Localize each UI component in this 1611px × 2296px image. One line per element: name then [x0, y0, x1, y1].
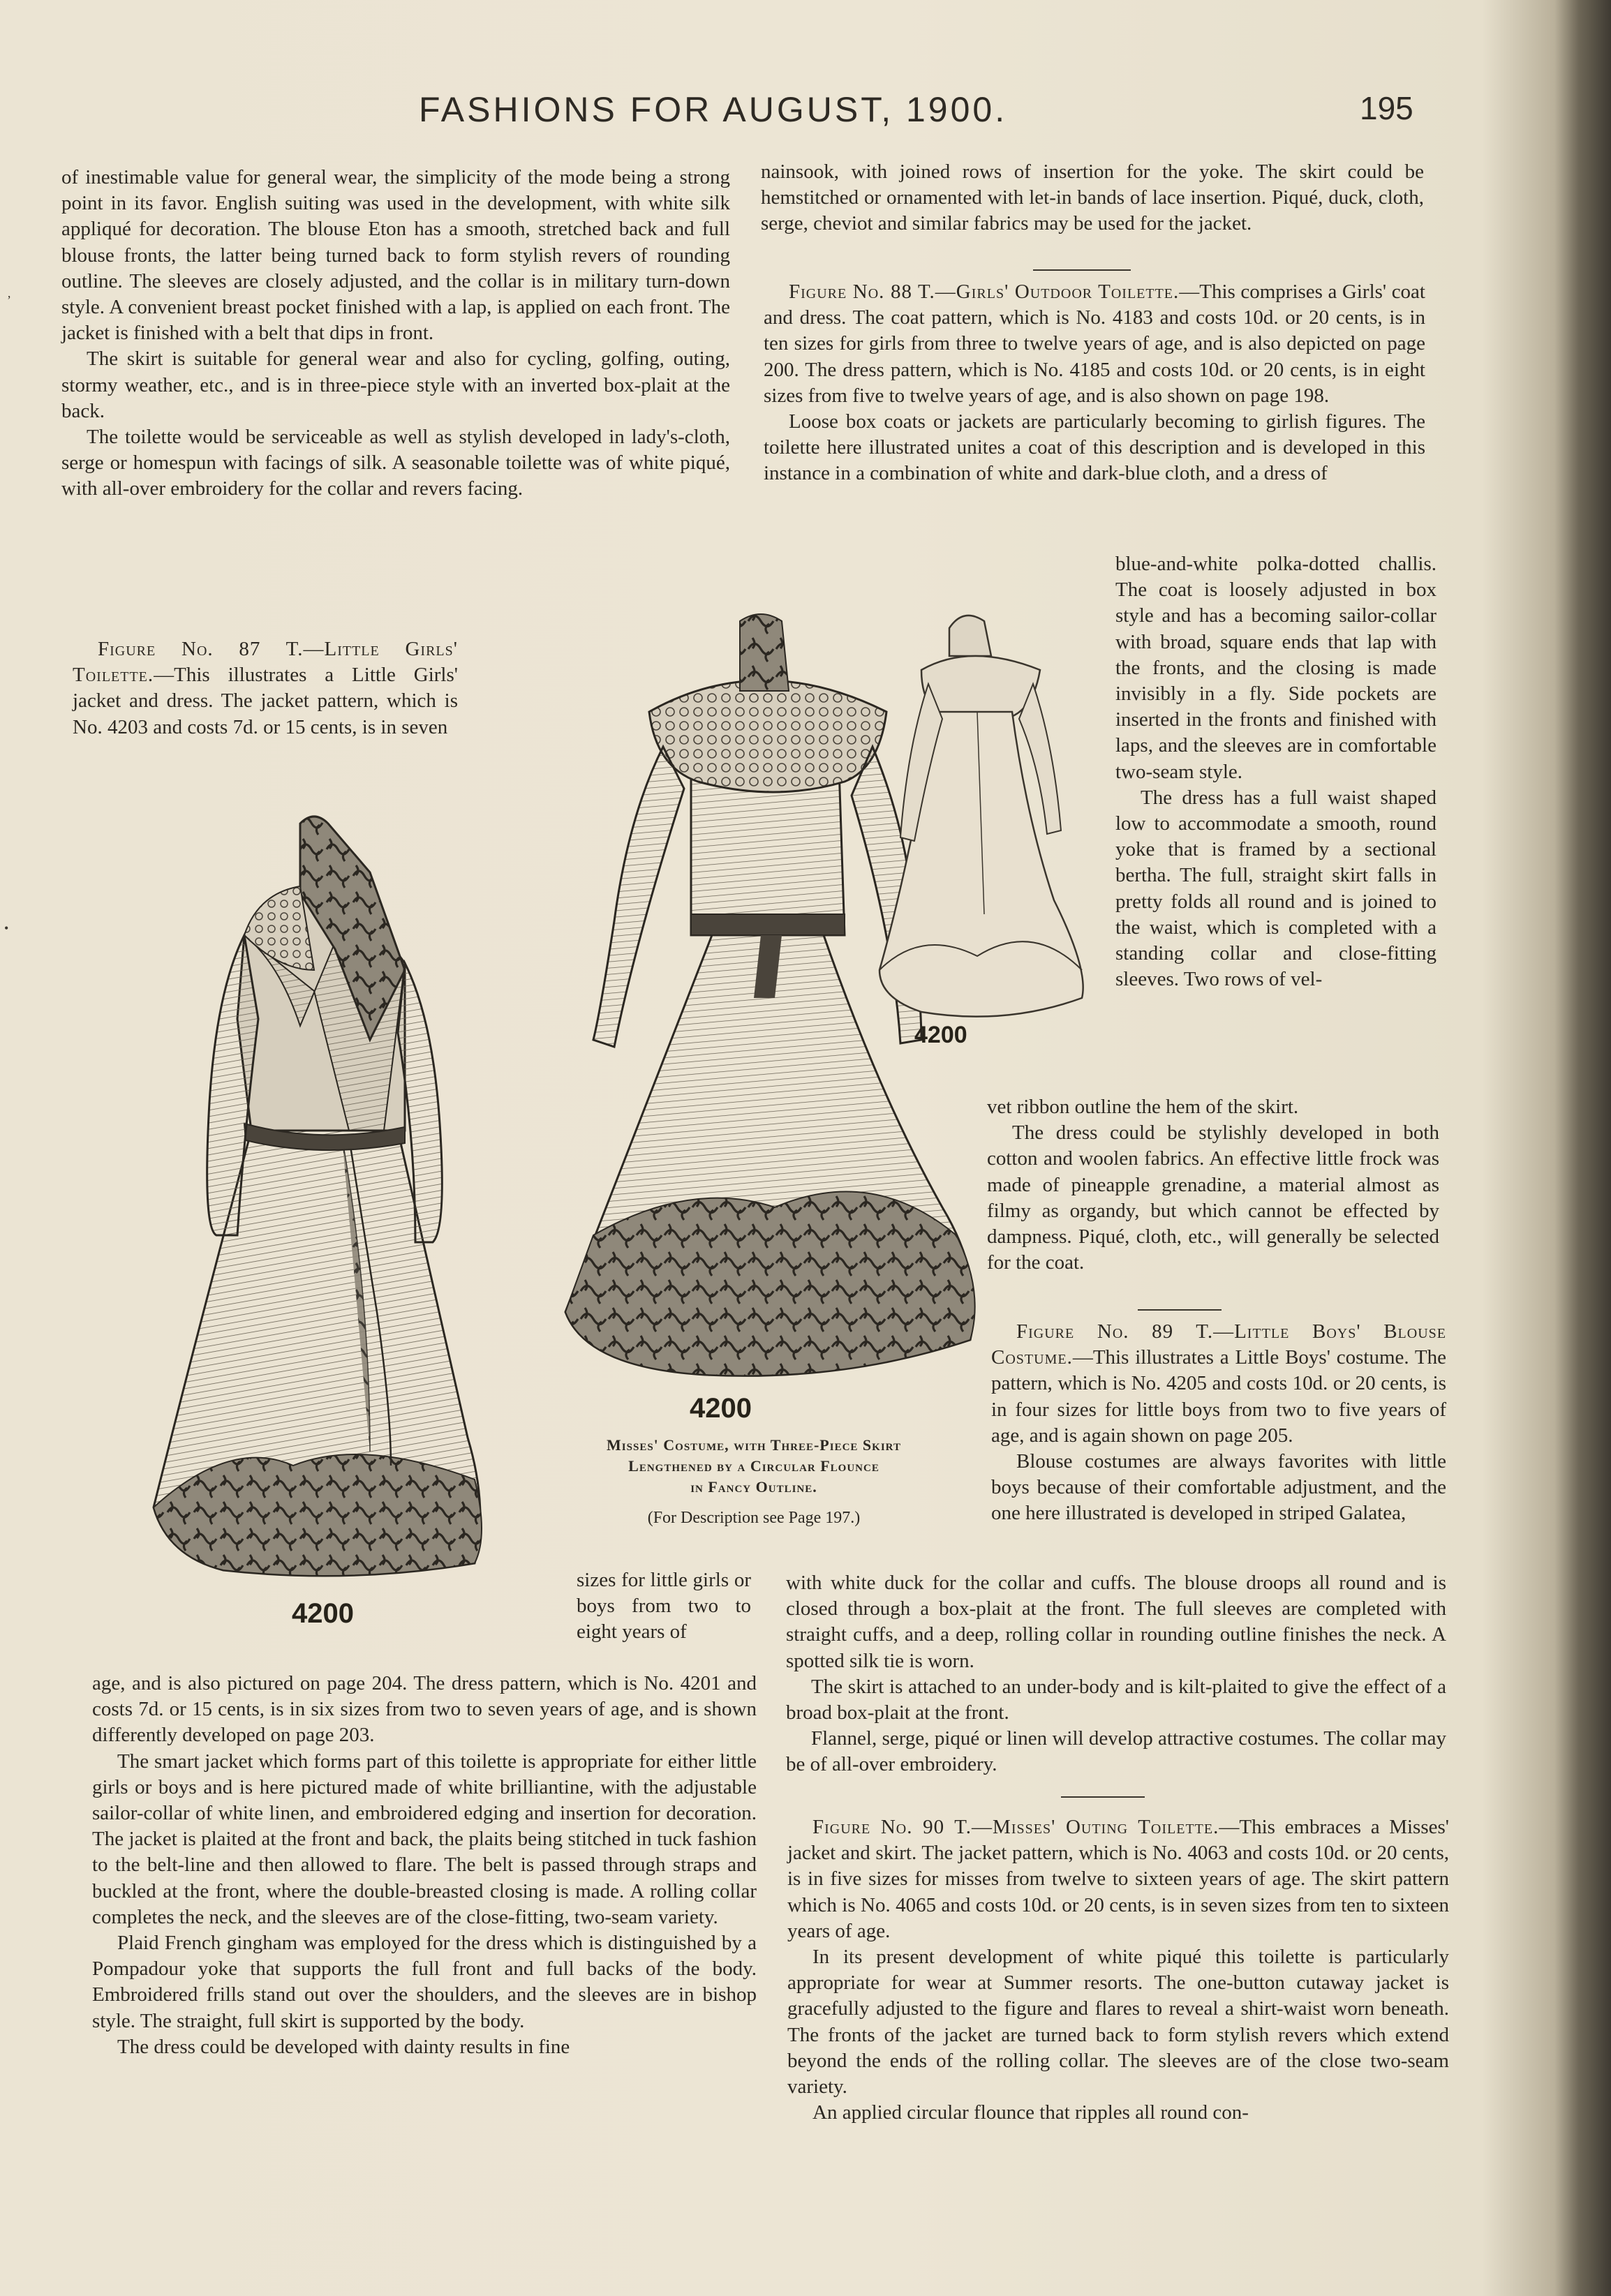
paragraph: The dress has a full waist shaped low to accommodate a smooth, round yoke that is framed by a sectional bertha. The full, straight skirt falls in pretty folds all round and is joined to the waist, which is completed with a standing collar and close-fitting sleeves. Two rows of vel-	[1115, 786, 1436, 991]
left-intro-text	[61, 165, 730, 502]
left-dress-illustration	[140, 810, 503, 1591]
figure87-label: Figure No. 87 T.—Little Girls' Toilette.	[73, 638, 458, 687]
figure87-continued-text	[92, 1671, 757, 2060]
figure87-text: —This illustrates a Little Girls' jacket and dress. The jacket pattern, which is No. 4203 and costs 7d. or 15 cents, is in seven	[73, 664, 458, 738]
figure88-wrap-text	[1115, 551, 1436, 992]
paragraph: nainsook, with joined rows of insertion for the yoke. The skirt could be hemstitched or ornamented with let-in bands of lace insertion. Piqué, duck, cloth, serge, cheviot and similar fabrics may be used for the jacket.	[761, 161, 1424, 235]
figure88-label: Figure No. 88 T.—Girls' Outdoor Toilette.	[789, 281, 1180, 303]
figure87-intro-text	[73, 636, 458, 740]
paragraph: sizes for little girls or boys from two to eight years of	[577, 1569, 751, 1643]
stray-mark: ʼ	[7, 293, 11, 307]
figure89-continued-text	[786, 1570, 1446, 1778]
figure90-body: —This embraces a Misses' jacket and skirt. The jacket pattern, which is No. 4063 and costs 10d. or 20 cents, is in five sizes for misses from twelve to sixteen years of age. The skirt pattern which is No. 4065 and costs 10d. or 20 cents, is in seven sizes from ten to sixteen years of age.	[787, 1816, 1449, 1942]
paragraph: The skirt is attached to an under-body and is kilt-plaited to give the effect of a broad box-plait at the front.	[786, 1675, 1446, 1724]
figure89-text	[991, 1319, 1446, 1527]
paragraph: The dress could be developed with dainty results in fine	[117, 2035, 570, 2058]
page-number: 195	[1360, 90, 1413, 126]
figure88-body: —This comprises a Girls' coat and dress. The coat pattern, which is No. 4183 and costs 10d. or 20 cents, is in ten sizes for girls from three to twelve years of age, and is also depicted on page 200. The dress pattern, which is No. 4185 and costs 10d. or 20 cents, is in eight sizes from five to twelve years of age, and is also shown on page 198.	[764, 281, 1425, 407]
left-figure-number: 4200	[292, 1598, 354, 1629]
section-divider	[1033, 269, 1131, 271]
running-header	[0, 89, 1611, 145]
figure-caption	[530, 1435, 977, 1530]
paragraph: Loose box coats or jackets are particularly becoming to girlish figures. The toilette here illustrated unites a coat of this description and is developed in this instance in a combination of white and dark-blue cloth, and a dress of	[764, 410, 1425, 485]
paragraph: with white duck for the collar and cuffs. The blouse droops all round and is closed through a box-plait at the front. The full sleeves are completed with straight cuffs, and a deep, rolling collar in rounding outline finishes the neck. A spotted silk tie is worn.	[786, 1572, 1446, 1672]
figure89-body: —This illustrates a Little Boys' costume. The pattern, which is No. 4205 and costs 10d. or 20 cents, is in four sizes for little boys from two to five years of age, and is again shown on page 205.	[991, 1346, 1446, 1447]
section-divider	[1138, 1309, 1222, 1311]
caption-line: Misses' Costume, with Three-Piece Skirt	[607, 1436, 901, 1454]
figure90-text	[787, 1814, 1449, 2126]
paragraph: The smart jacket which forms part of this toilette is appropriate for either little girls or boys and is here pictured made of white brilliantine, with the adjustable sailor-collar of white linen, and embroidered edging and insertion for decoration. The jacket is plaited at the front and back, the plaits being stitched in tuck fashion to the belt-line and then allowed to flare. The belt is passed through straps and buckled at the front, where the double-breasted closing is made. A rolling collar completes the neck, and the sleeves are of the close-fitting, two-seam variety.	[92, 1750, 757, 1928]
paragraph: The dress could be stylishly developed in both cotton and woolen fabrics. An effective little frock was made of pineapple grenadine, a material almost as filmy as organdy, but which cannot be effected by dampness. Piqué, cloth, etc., will generally be selected for the coat.	[987, 1121, 1439, 1274]
figure90-label: Figure No. 90 T.—Misses' Outing Toilette.	[812, 1816, 1219, 1838]
paragraph: vet ribbon outline the hem of the skirt.	[987, 1096, 1299, 1118]
paragraph: blue-and-white polka-dotted challis. The coat is loosely adjusted in box style and has a becoming sailor-collar with broad, square ends that lap with the fronts, and the closing is made invisibly in a fly. Side pockets are inserted in the fronts and finished with laps, and the sleeves are in comfortable two-seam style.	[1115, 553, 1436, 783]
paragraph: The toilette would be serviceable as well as stylish developed in lady's-cloth, serge or homespun with facings of silk. A seasonable toilette was of white piqué, with all-over embroidery for the collar and revers facing.	[61, 426, 730, 500]
caption-line: Lengthened by a Circular Flounce	[628, 1457, 879, 1475]
right-figure-number: 4200	[914, 1022, 967, 1048]
figure88-text	[764, 279, 1425, 487]
stray-mark: •	[4, 921, 9, 935]
section-divider	[1061, 1796, 1145, 1798]
right-dress-illustration	[866, 607, 1096, 1026]
figure87-wrap-text	[577, 1567, 751, 1646]
paragraph: of inestimable value for general wear, the simplicity of the mode being a strong point in its favor. English suiting was used in the development, with white silk appliqué for decoration. The blouse Eton has a smooth, stretched back and full blouse fronts, the latter being turned back to form stylish revers of rounding outline. The sleeves are closely adjusted, and the collar is in military turn-down style. A convenient breast pocket finished with a lap, is applied on each front. The jacket is finished with a belt that dips in front.	[61, 166, 730, 345]
center-figure-number: 4200	[690, 1393, 752, 1424]
figure88-continued-text	[987, 1094, 1439, 1276]
paragraph: Plaid French gingham was employed for the dress which is distinguished by a Pompadour yoke that supports the full front and full backs of the body. Embroidered frills stand out over the shoulders, and the sleeves are in bishop style. The straight, full skirt is supported by the body.	[92, 1932, 757, 2032]
figure89-label: Figure No. 89 T.—Little Boys' Blouse Costume.	[991, 1320, 1446, 1369]
paragraph: The skirt is suitable for general wear and also for cycling, golfing, outing, stormy weather, etc., and is in three-piece style with an inverted box-plait at the back.	[61, 348, 730, 422]
right-intro-text	[761, 159, 1424, 237]
paragraph: age, and is also pictured on page 204. The dress pattern, which is No. 4201 and costs 7d. or 15 cents, is in six sizes from two to seven years of age, and is shown differently developed on page 203.	[92, 1672, 757, 1747]
paragraph: Flannel, serge, piqué or linen will develop attractive costumes. The collar may be of all-over embroidery.	[786, 1727, 1446, 1776]
caption-line: in Fancy Outline.	[690, 1478, 817, 1496]
paragraph: Blouse costumes are always favorites with little boys because of their comfortable adjustment, and the one here illustrated is developed in striped Galatea,	[991, 1450, 1446, 1525]
paragraph: An applied circular flounce that ripples all round con-	[812, 2101, 1249, 2124]
caption-reference: (For Description see Page 197.)	[647, 1509, 861, 1527]
page-title: FASHIONS FOR AUGUST, 1900.	[419, 90, 1008, 129]
paragraph: In its present development of white piqué this toilette is particularly appropriate for wear at Summer resorts. The one-button cutaway jacket is gracefully adjusted to the figure and flares to reveal a shirt-waist worn beneath. The fronts of the jacket are turned back to form stylish revers which extend beyond the ends of the rolling collar. The sleeves are of the close two-seam variety.	[787, 1946, 1449, 2099]
